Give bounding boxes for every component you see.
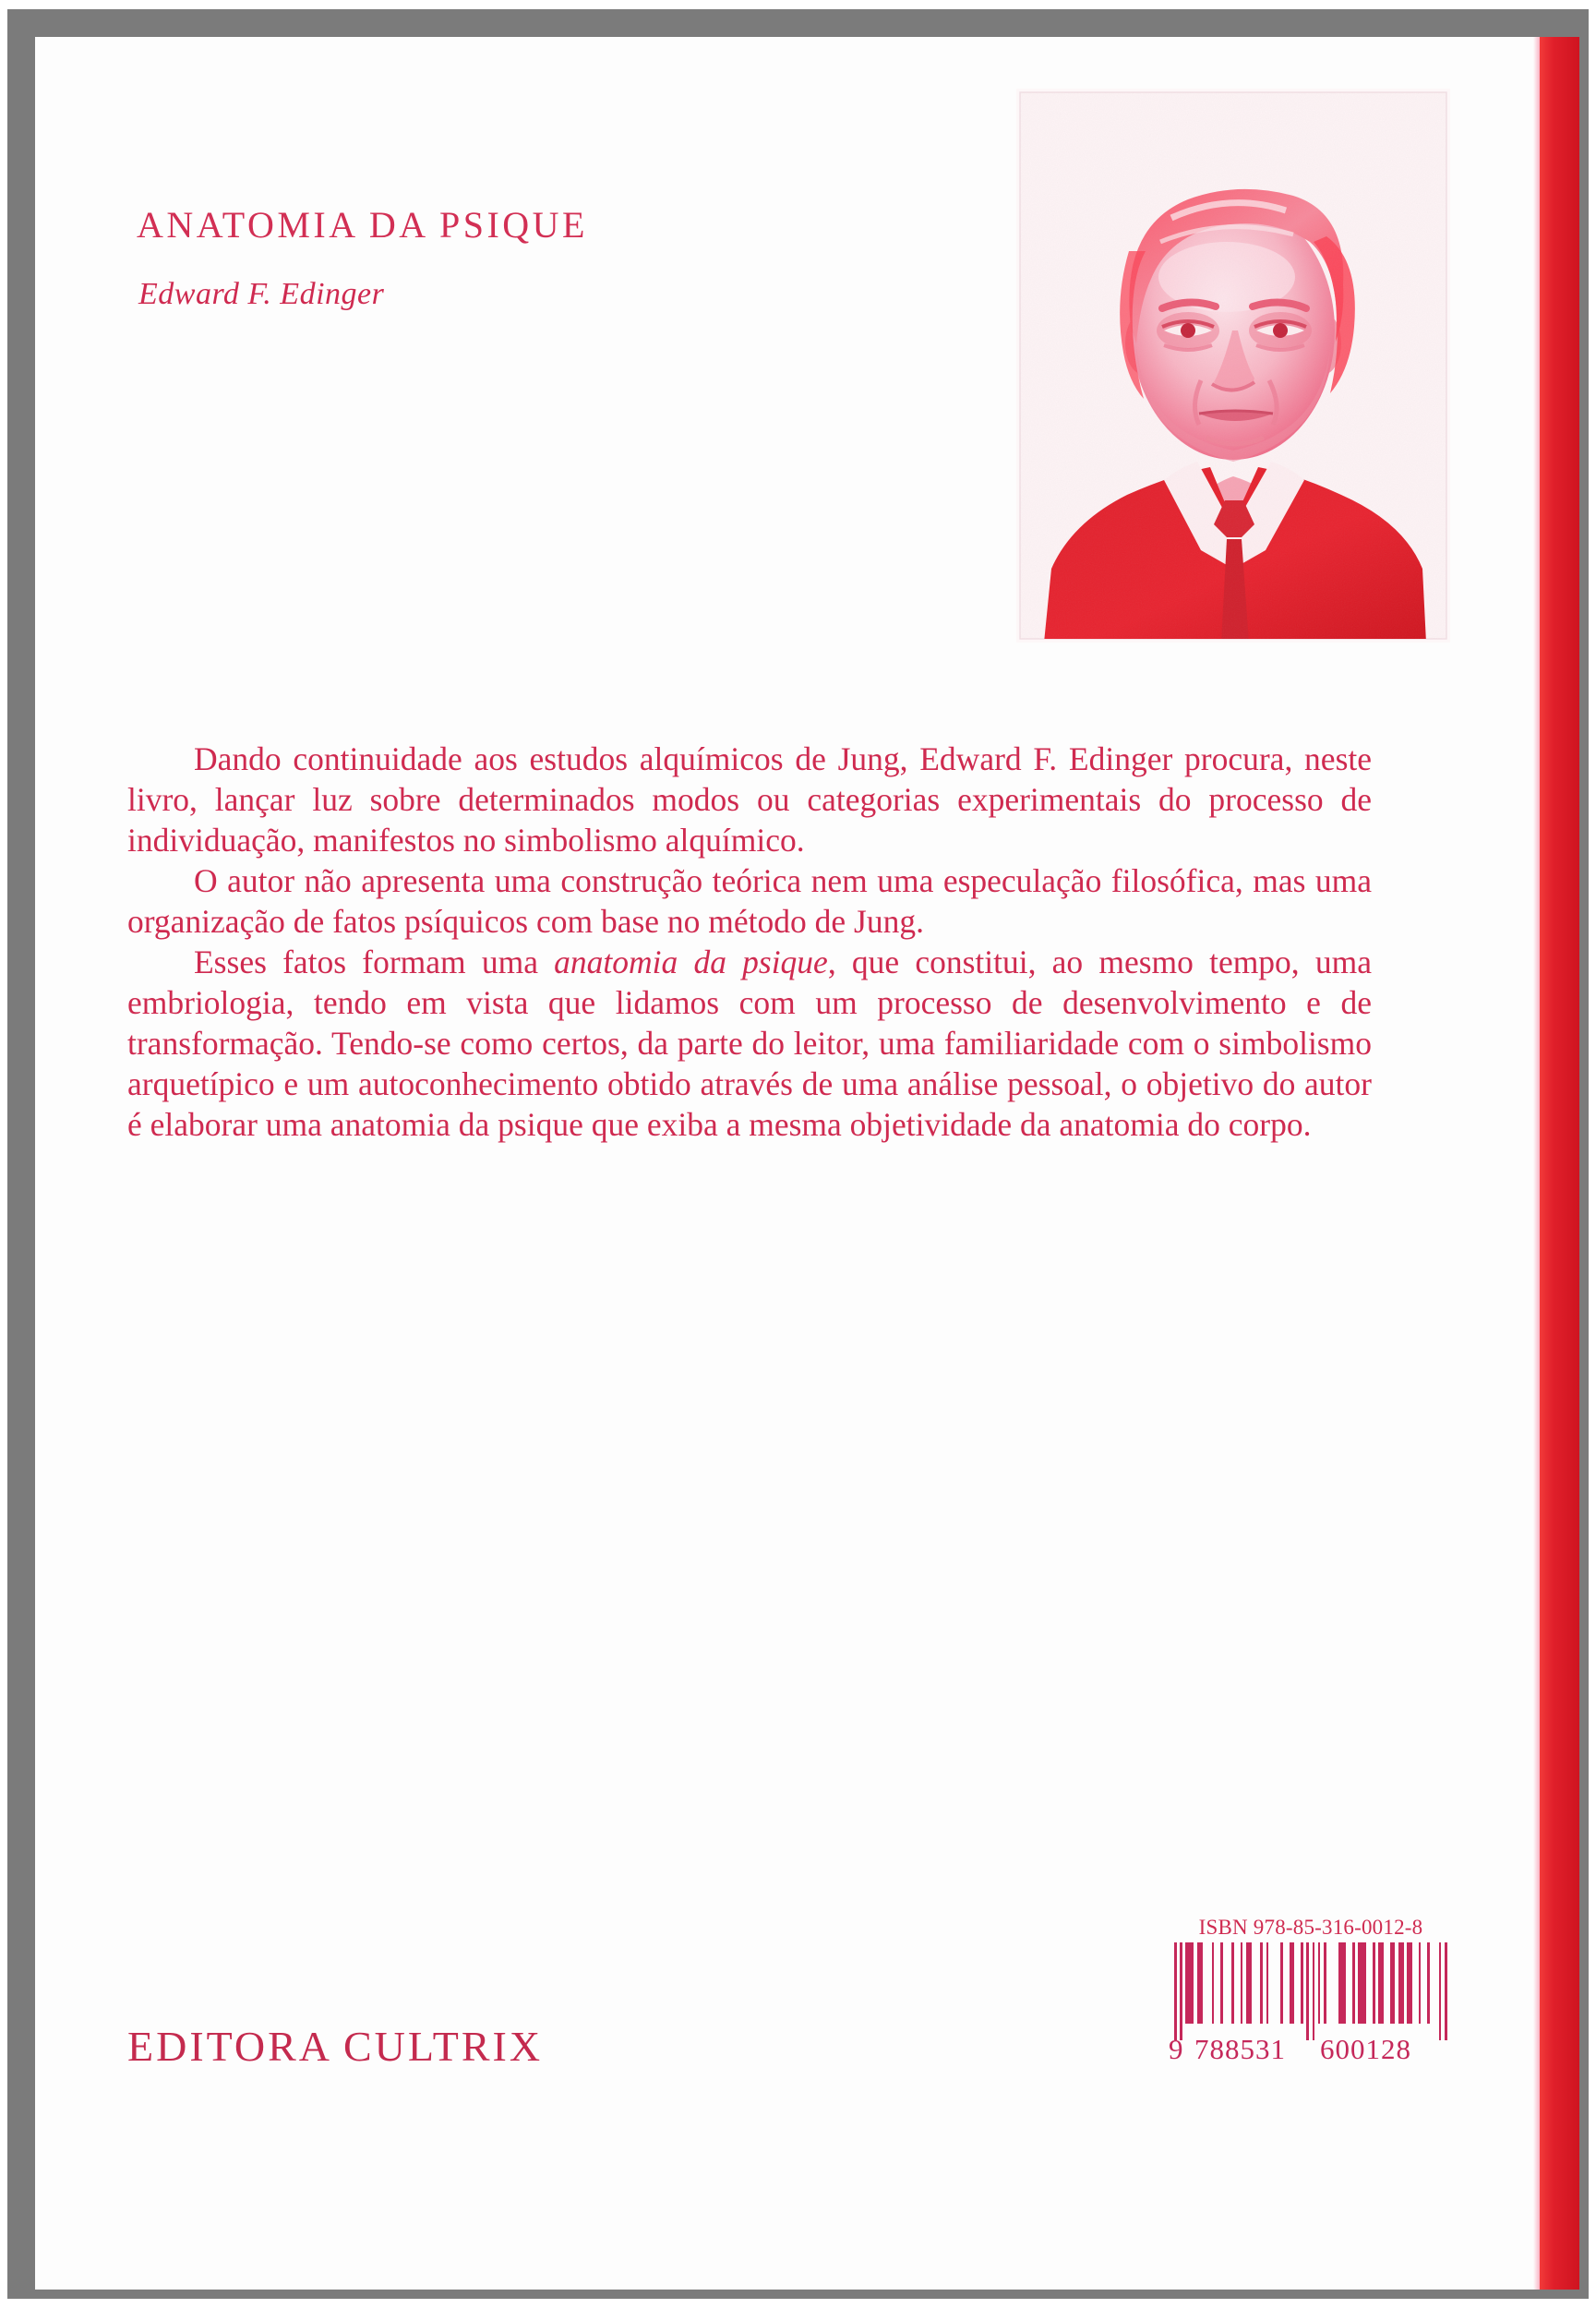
barcode-bar bbox=[1419, 1942, 1422, 2024]
barcode-bar bbox=[1260, 1942, 1263, 2024]
blurb-run: , que constitui, ao mesmo tempo, uma embriologia, tendo em vista que lidamos com um processo de desenvolvimento e de transformação. Tendo-se como certos, da parte do leitor, uma familiaridade com o simbolismo arquetípico e um autoconhecimento obtido através de uma análise pessoal, o objetivo do autor é elaborar uma anatomia da psique que exiba a mesma objetividade da anatomia do corpo. bbox=[127, 944, 1372, 1143]
barcode-bar bbox=[1174, 1942, 1177, 2040]
barcode-digit-left: 9 bbox=[1169, 2033, 1184, 2065]
barcode-bar bbox=[1241, 1942, 1243, 2024]
barcode-digit-group-1: 788531 bbox=[1194, 2033, 1286, 2065]
spine-stripe bbox=[1540, 37, 1579, 2290]
blurb-paragraph-2 bbox=[127, 860, 1372, 942]
barcode-bar bbox=[1318, 1942, 1321, 2024]
barcode-bars bbox=[1174, 1942, 1447, 2040]
barcode-digits bbox=[1169, 2033, 1447, 2072]
book-title: ANATOMIA DA PSIQUE bbox=[137, 204, 588, 246]
barcode-bar bbox=[1246, 1942, 1252, 2024]
barcode-bar bbox=[1373, 1942, 1375, 2024]
back-cover-blurb bbox=[127, 739, 1372, 1145]
isbn-label: ISBN 978-85-316-0012-8 bbox=[1198, 1916, 1423, 1939]
blurb-run: O autor não apresenta uma construção teórica nem uma especulação filosófica, mas uma organização de fatos psíquicos com base no método de Jung. bbox=[127, 862, 1372, 940]
barcode-bar bbox=[1338, 1942, 1347, 2024]
blurb-run-italic: anatomia da psique bbox=[554, 944, 828, 980]
barcode-bar bbox=[1290, 1942, 1295, 2024]
barcode-bar bbox=[1301, 1942, 1303, 2024]
scan-border bbox=[7, 9, 1589, 2299]
barcode-bar bbox=[1390, 1942, 1396, 2024]
barcode-bar bbox=[1306, 1942, 1309, 2040]
barcode-bar bbox=[1185, 1942, 1194, 2024]
barcode-bar bbox=[1427, 1942, 1430, 2024]
author-photo bbox=[1016, 89, 1450, 643]
isbn-barcode-block bbox=[1163, 1916, 1458, 2072]
barcode-bar bbox=[1445, 1942, 1447, 2040]
author-name: Edward F. Edinger bbox=[138, 277, 385, 311]
barcode-bar bbox=[1398, 1942, 1404, 2024]
blurb-paragraph-1 bbox=[127, 739, 1372, 860]
blurb-run: Dando continuidade aos estudos alquímicos de Jung, Edward F. Edinger procura, neste livro, lançar luz sobre determinados modos ou categorias experimentais do processo de individuação, manifestos no simbolismo alquímico. bbox=[127, 740, 1372, 859]
blurb-paragraph-3 bbox=[127, 942, 1372, 1145]
book-back-cover bbox=[35, 37, 1579, 2290]
barcode-bar bbox=[1220, 1942, 1223, 2024]
barcode-bar bbox=[1266, 1942, 1269, 2024]
barcode-bar bbox=[1378, 1942, 1384, 2024]
author-portrait-image bbox=[1016, 89, 1450, 643]
barcode-digit-group-2: 600128 bbox=[1320, 2033, 1411, 2065]
barcode-bar bbox=[1439, 1942, 1442, 2040]
barcode-bar bbox=[1280, 1942, 1283, 2024]
barcode-bar bbox=[1231, 1942, 1234, 2024]
barcode-bar bbox=[1324, 1942, 1326, 2024]
blurb-run: Esses fatos formam uma bbox=[194, 944, 555, 980]
barcode-bar bbox=[1313, 1942, 1315, 2040]
barcode-bar bbox=[1180, 1942, 1182, 2040]
barcode-bar bbox=[1197, 1942, 1203, 2024]
barcode-bar bbox=[1407, 1942, 1412, 2024]
barcode-bar bbox=[1212, 1942, 1215, 2024]
barcode-bar bbox=[1352, 1942, 1355, 2024]
barcode-bar bbox=[1358, 1942, 1366, 2024]
publisher-name: EDITORA CULTRIX bbox=[127, 2023, 544, 2070]
